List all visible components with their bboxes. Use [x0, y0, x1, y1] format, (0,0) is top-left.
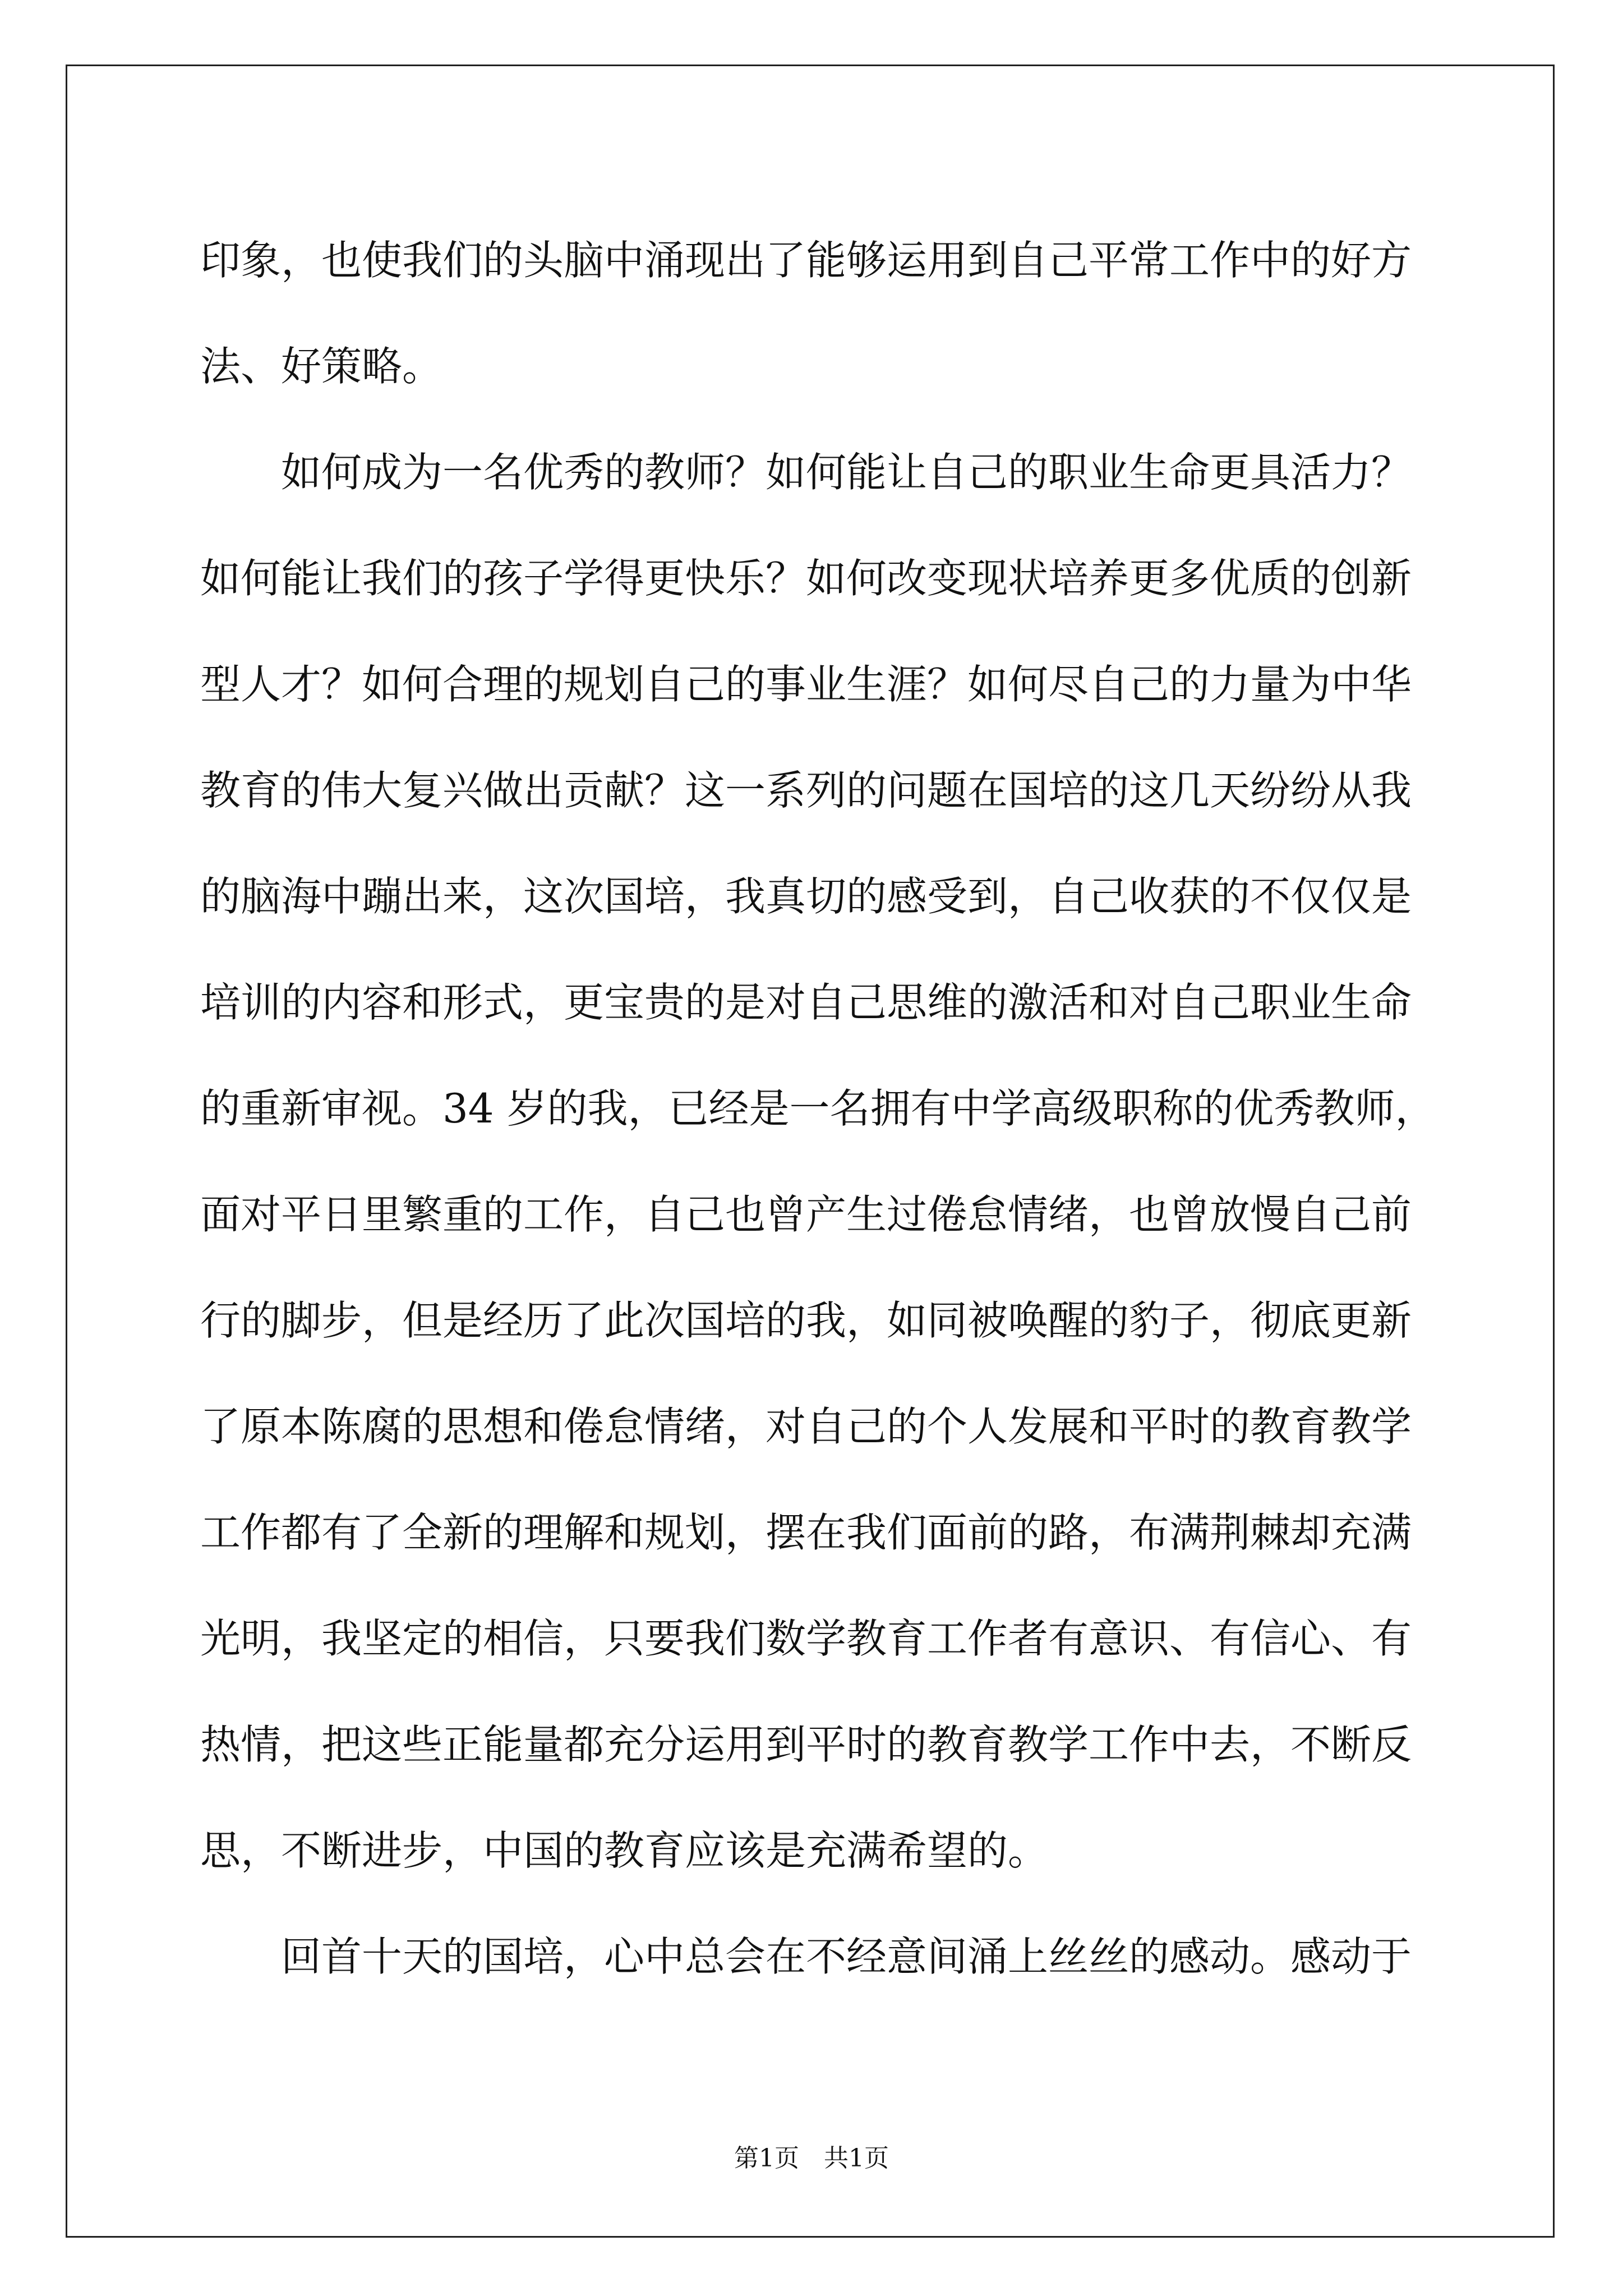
- text-line: 工作都有了全新的理解和规划，摆在我们面前的路，布满荆棘却充满: [200, 1509, 1412, 1556]
- text-line: 法、好策略。: [200, 343, 443, 390]
- text-line: 行的脚步，但是经历了此次国培的我，如同被唤醒的豹子，彻底更新: [200, 1297, 1412, 1344]
- text-line: 如何能让我们的孩子学得更快乐？如何改变现状培养更多优质的创新: [200, 555, 1412, 602]
- text-line: 的重新审视。34 岁的我，已经是一名拥有中学高级职称的优秀教师，: [200, 1085, 1436, 1132]
- text-line: 面对平日里繁重的工作，自己也曾产生过倦怠情绪，也曾放慢自己前: [200, 1191, 1412, 1238]
- text-line: 思，不断进步，中国的教育应该是充满希望的。: [200, 1827, 1049, 1874]
- text-line: 回首十天的国培，心中总会在不经意间涌上丝丝的感动。感动于: [281, 1933, 1412, 1980]
- document-body: [200, 208, 1436, 2010]
- text-line: 了原本陈腐的思想和倦怠情绪，对自己的个人发展和平时的教育教学: [200, 1403, 1412, 1450]
- text-line: 热情，把这些正能量都充分运用到平时的教育教学工作中去，不断反: [200, 1721, 1412, 1768]
- text-line: 教育的伟大复兴做出贡献？这一系列的问题在国培的这几天纷纷从我: [200, 767, 1412, 814]
- text-line: 如何成为一名优秀的教师？如何能让自己的职业生命更具活力？: [281, 449, 1412, 496]
- text-line: 的脑海中蹦出来，这次国培，我真切的感受到，自己收获的不仅仅是: [200, 873, 1412, 920]
- text-line: 光明，我坚定的相信，只要我们数学教育工作者有意识、有信心、有: [200, 1615, 1412, 1662]
- text-line: 印象，也使我们的头脑中涌现出了能够运用到自己平常工作中的好方: [200, 237, 1412, 284]
- text-line: 型人才？如何合理的规划自己的事业生涯？如何尽自己的力量为中华: [200, 661, 1412, 708]
- text-line: 培训的内容和形式，更宝贵的是对自己思维的激活和对自己职业生命: [200, 979, 1412, 1026]
- page-footer: 第1页 共1页: [734, 2144, 889, 2173]
